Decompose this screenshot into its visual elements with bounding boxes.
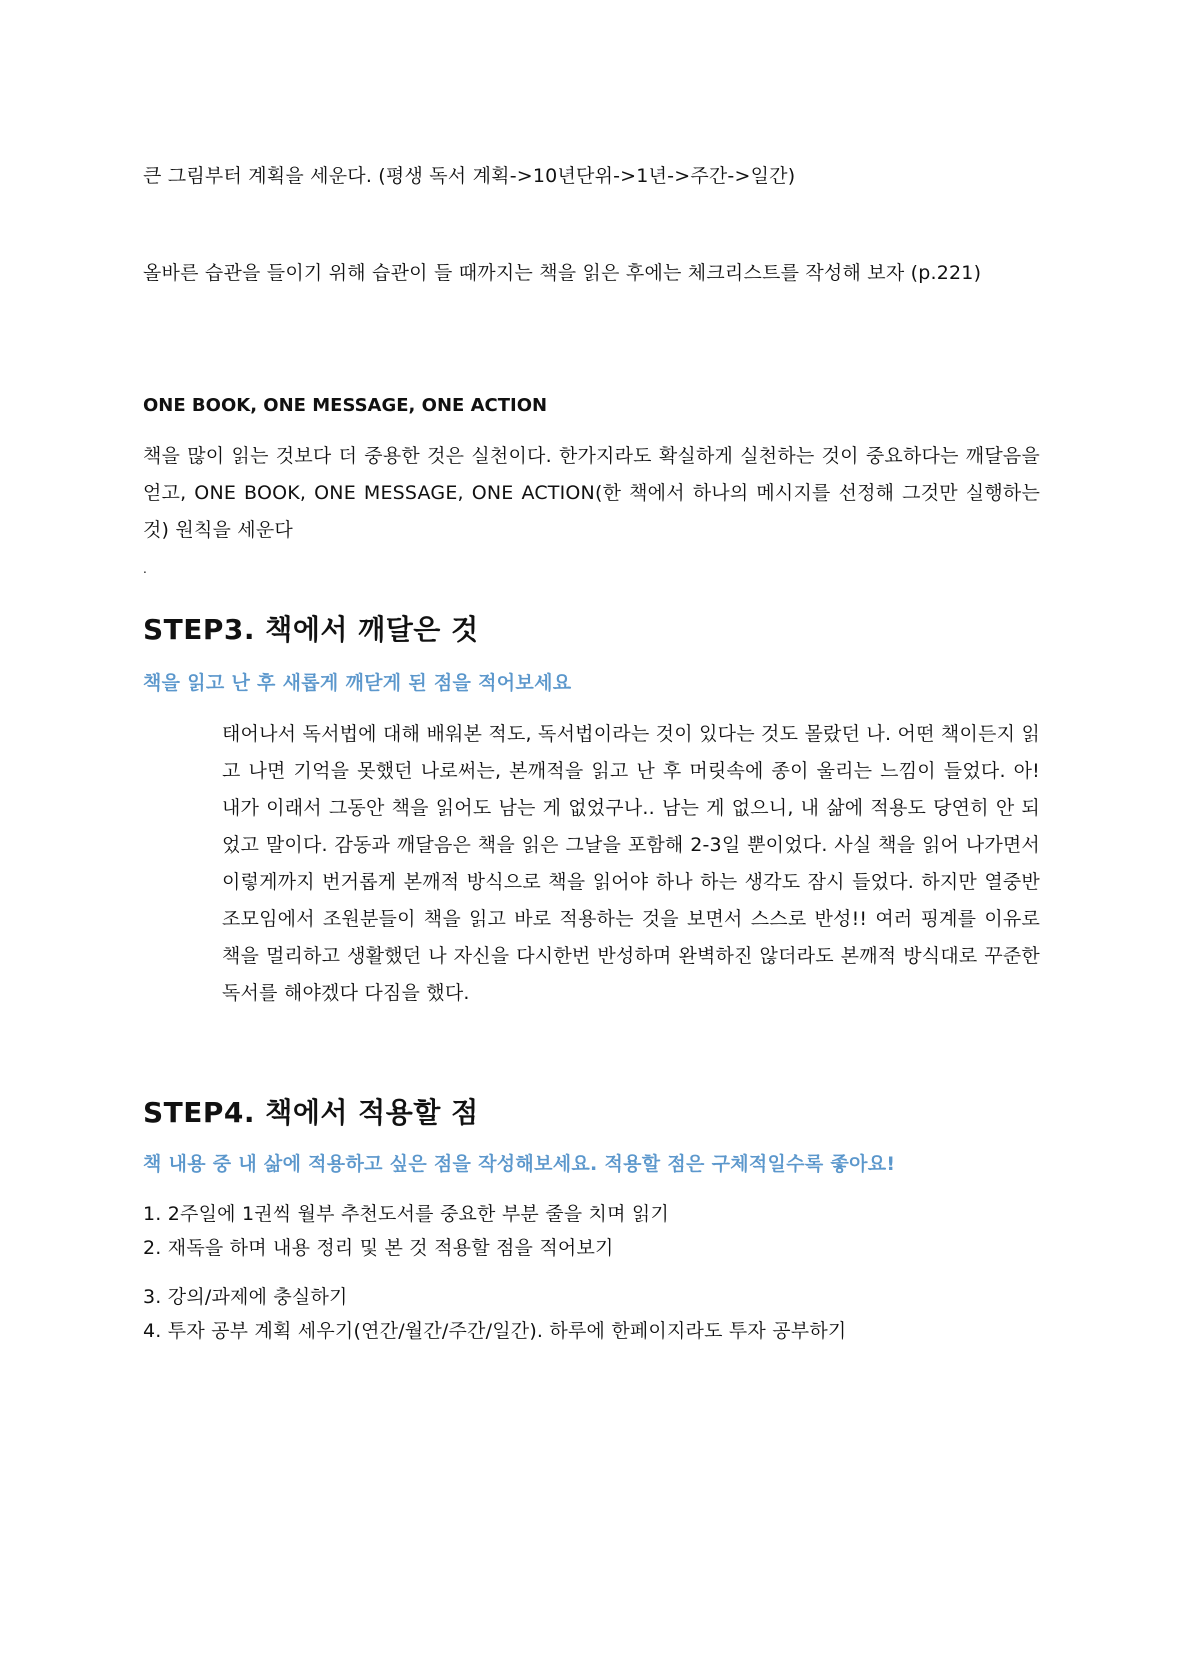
list-item: 4. 투자 공부 계획 세우기(연간/월간/주간/일간). 하루에 한페이지라도 투자 공부하기 (143, 1320, 847, 1342)
one-action-paragraph: 책을 많이 읽는 것보다 더 중용한 것은 실천이다. 한가지라도 확실하게 실천하는 것이 중요하다는 깨달음을 얻고, ONE BOOK, ONE MESSAGE, ONE ACTION(한 책에서 하나의 메시지를 선정해 그것만 실행하는 것) 원칙을 세운다 (143, 445, 1040, 541)
plan-line: 큰 그림부터 계획을 세운다. (평생 독서 계획->10년단위->1년->주간->일간) (143, 165, 796, 187)
step3-title: STEP3. 책에서 깨달은 것 (143, 613, 479, 646)
list-item: 1. 2주일에 1권씩 월부 추천도서를 중요한 부분 줄을 치며 읽기 (143, 1203, 670, 1225)
list-item: 2. 재독을 하며 내용 정리 및 본 것 적용할 점을 적어보기 (143, 1237, 614, 1259)
step3-paragraph: 태어나서 독서법에 대해 배워본 적도, 독서법이라는 것이 있다는 것도 몰랐던 나. 어떤 책이든지 읽고 나면 기억을 못했던 나로써는, 본깨적을 읽고 난 후 머릿속에 종이 울리는 느낌이 들었다. 아! 내가 이래서 그동안 책을 읽어도 남는 게 없었구나.. 남는 게 없으니, 내 삶에 적용도 당연히 안 되었고 말이다. 감동과 깨달음은 책을 읽은 그날을 포함해 2-3일 뿐이었다. 사실 책을 읽어 나가면서 이렇게까지 번거롭게 본깨적 방식으로 책을 읽어야 하나 하는 생각도 잠시 들었다. 하지만 열중반 조모임에서 조원분들이 책을 읽고 바로 적용하는 것을 보면서 스스로 반성!! 여러 핑계를 이유로 책을 멀리하고 생활했던 나 자신을 다시한번 반성하며 완벽하진 않더라도 본깨적 방식대로 꾸준한 독서를 해야겠다 다짐을 했다. (222, 723, 1040, 1004)
action-list (143, 1197, 1040, 1348)
step4-subtitle: 책 내용 중 내 삶에 적용하고 싶은 점을 작성해보세요. 적용할 점은 구체적일수록 좋아요! (143, 1153, 896, 1175)
habit-line: 올바른 습관을 들이기 위해 습관이 들 때까지는 책을 읽은 후에는 체크리스트를 작성해 보자 (p.221) (143, 262, 982, 284)
list-item: 3. 강의/과제에 충실하기 (143, 1286, 348, 1308)
one-action-heading: ONE BOOK, ONE MESSAGE, ONE ACTION (143, 395, 548, 416)
stray-dot: . (143, 562, 148, 576)
step3-subtitle: 책을 읽고 난 후 새롭게 깨닫게 된 점을 적어보세요 (143, 672, 572, 694)
step4-title: STEP4. 책에서 적용할 점 (143, 1096, 479, 1129)
